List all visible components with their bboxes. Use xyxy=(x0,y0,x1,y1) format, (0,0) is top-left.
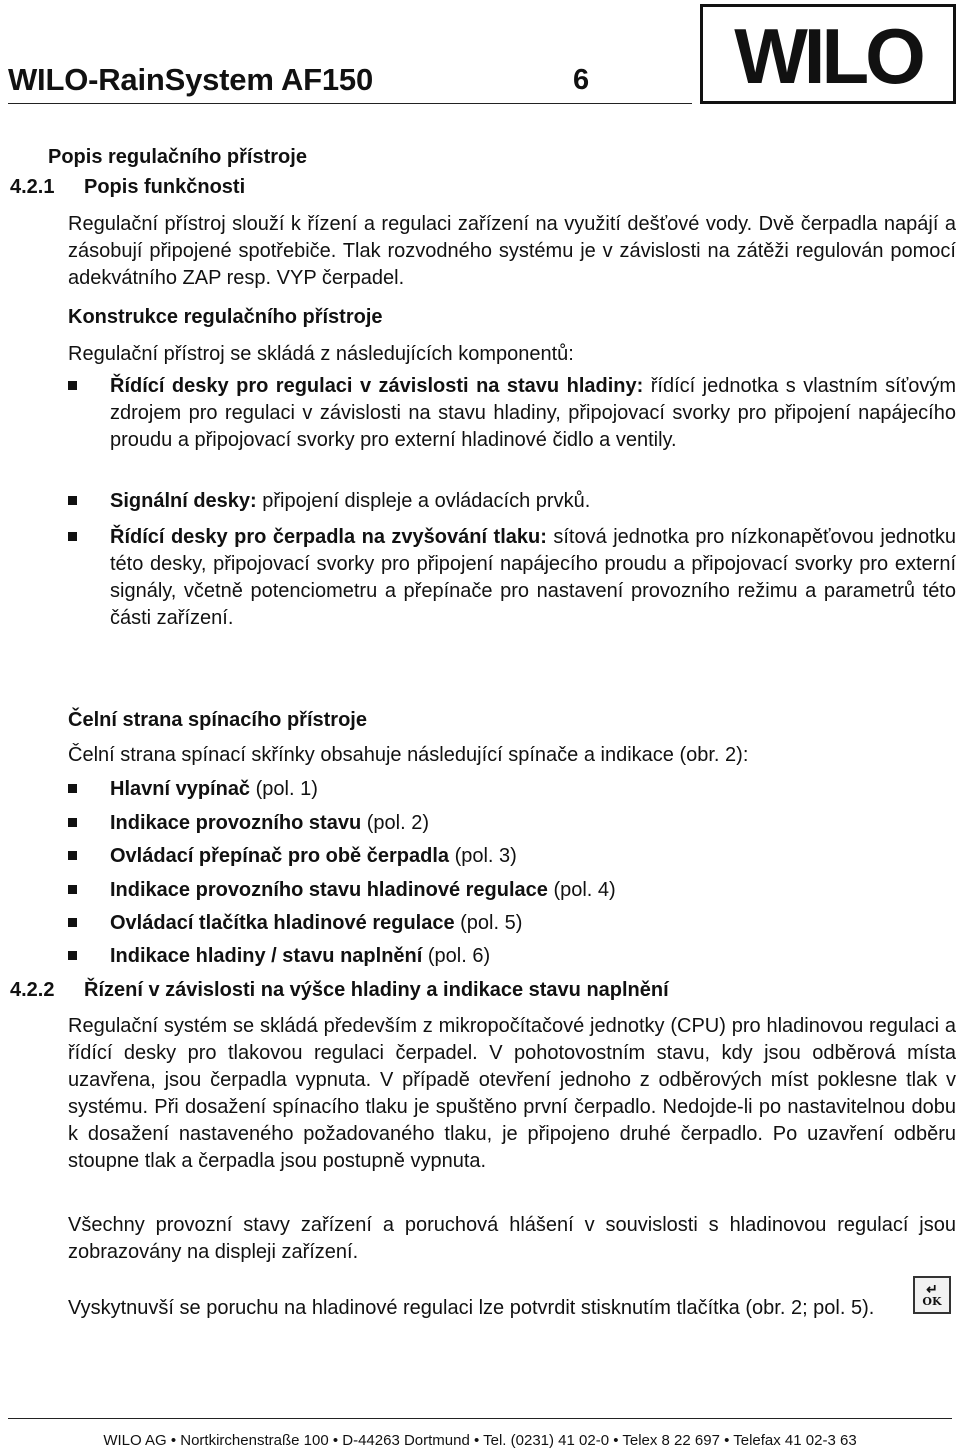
wilo-logo xyxy=(700,4,956,104)
front-item-position: (pol. 6) xyxy=(422,945,491,967)
header-divider xyxy=(8,103,692,104)
front-item-title: Hlavní vypínač xyxy=(110,778,251,800)
bullet-square-icon xyxy=(68,381,77,390)
subsection-heading-4-2-1 xyxy=(10,176,245,199)
front-item-position: (pol. 3) xyxy=(449,845,517,867)
list-item-front xyxy=(68,910,956,937)
list-item-component xyxy=(68,524,956,632)
list-item-component xyxy=(68,488,956,515)
front-item-position: (pol. 1) xyxy=(250,778,318,800)
component-title: Signální desky: xyxy=(110,490,257,512)
front-item-title: Indikace hladiny / stavu naplnění xyxy=(110,945,423,967)
subsection-title: Popis funkčnosti xyxy=(84,176,246,198)
bullet-square-icon xyxy=(68,918,77,927)
component-description: řídící jednotka s vlastním síťovým zdrojem pro regulaci v závislosti na stavu hladiny, připojovací svorky pro připojení napájecího proudu a připojovací svorky pro externí hladinové čidlo a ventily. xyxy=(110,375,957,451)
fault-acknowledge-paragraph: Vyskytnuvší se poruchu na hladinové regulaci lze potvrdit stisknutím tlačítka (obr. 2; pol. 5). xyxy=(68,1297,875,1319)
construction-heading: Konstrukce regulačního přístroje xyxy=(68,306,383,328)
bullet-square-icon xyxy=(68,784,77,793)
list-item-front xyxy=(68,877,956,904)
chapter-number: 6 xyxy=(573,64,590,96)
front-panel-heading: Čelní strana spínacího přístroje xyxy=(68,709,367,731)
construction-intro: Regulační přístroj se skládá z následujících komponentů: xyxy=(68,343,574,365)
front-item-title: Indikace provozního stavu xyxy=(110,812,362,834)
front-panel-intro: Čelní strana spínací skřínky obsahuje následující spínače a indikace (obr. 2): xyxy=(68,744,749,766)
svg-text:WILO: WILO xyxy=(734,12,922,100)
list-item-front xyxy=(68,943,956,970)
level-control-paragraph: Regulační systém se skládá především z mikropočítačové jednotky (CPU) pro hladinovou regulaci a řídící desky pro tlakovou regulaci čerpadel. V pohotovostním stavu, kdy jsou odběrová místa uzavřena, jsou čerpadla vypnuta. V případě otevření jednoho z odběrových míst poklesne tlak v systému. Při dosažení spínacího tlaku je spuštěno první čerpadlo. Nedojde-li po nastavitelnou dobu k dosažení nastaveného požadovaného tlaku, je připojeno druhé čerpadlo. Po uzavření odběru stoupne tlak a čerpadla jsou postupně vypnuta. xyxy=(68,1015,956,1172)
bullet-square-icon xyxy=(68,532,77,541)
display-states-paragraph: Všechny provozní stavy zařízení a poruchová hlášení v souvislosti s hladinovou regulací jsou zobrazovány na displeji zařízení. xyxy=(68,1214,956,1263)
footer-divider xyxy=(8,1418,952,1419)
bullet-square-icon xyxy=(68,496,77,505)
list-item-component xyxy=(68,373,956,454)
front-item-position: (pol. 5) xyxy=(454,912,523,934)
document-title: WILO-RainSystem AF150 xyxy=(8,62,374,97)
bullet-square-icon xyxy=(68,951,77,960)
front-item-position: (pol. 4) xyxy=(547,879,616,901)
component-description: připojení displeje a ovládacích prvků. xyxy=(256,490,591,512)
subsection-number: 4.2.1 xyxy=(10,176,55,198)
wilo-logo-graphic xyxy=(703,7,953,101)
function-intro-paragraph: Regulační přístroj slouží k řízení a regulaci zařízení na využití dešťové vody. Dvě čerpadla napájí a zásobují připojené spotřebiče. Tlak rozvodného systému je v závislosti na zátěži regulován pomocí adekvátního ZAP resp. VYP čerpadel. xyxy=(68,213,956,289)
bullet-square-icon xyxy=(68,885,77,894)
list-item-front xyxy=(68,810,956,837)
bullet-square-icon xyxy=(68,851,77,860)
return-arrow-icon: ↵ xyxy=(926,1281,938,1297)
front-item-title: Indikace provozního stavu hladinové regulace xyxy=(110,879,548,901)
ok-button-icon xyxy=(913,1276,951,1314)
list-item-front xyxy=(68,843,956,870)
front-item-title: Ovládací přepínač pro obě čerpadla xyxy=(110,845,450,867)
bullet-square-icon xyxy=(68,818,77,827)
subsection-heading-4-2-2 xyxy=(10,979,669,1002)
footer-address: WILO AG • Nortkirchenstraße 100 • D-44263 Dortmund • Tel. (0231) 41 02-0 • Telex 8 22 697 • Telefax 41 02-3 63 xyxy=(103,1432,857,1449)
section-title: Popis regulačního přístroje xyxy=(48,146,307,168)
component-description: sítová jednotka pro nízkonapěťovou jednotku této desky, připojovací svorky pro připojení napájecího proudu a připojovací svorky pro externí signály, včetně potenciometru a přepínače pro nastavení provozního režimu a parametrů této části zařízení. xyxy=(110,526,956,629)
component-title: Řídící desky pro čerpadla na zvyšování tlaku: xyxy=(110,526,547,548)
list-item-front xyxy=(68,776,956,803)
ok-label: OK xyxy=(922,1295,942,1308)
front-item-position: (pol. 2) xyxy=(361,812,429,834)
subsection-title: Řízení v závislosti na výšce hladiny a indikace stavu naplnění xyxy=(84,979,669,1001)
component-title: Řídící desky pro regulaci v závislosti na stavu hladiny: xyxy=(110,375,644,397)
front-item-title: Ovládací tlačítka hladinové regulace xyxy=(110,912,455,934)
subsection-number: 4.2.2 xyxy=(10,979,55,1001)
